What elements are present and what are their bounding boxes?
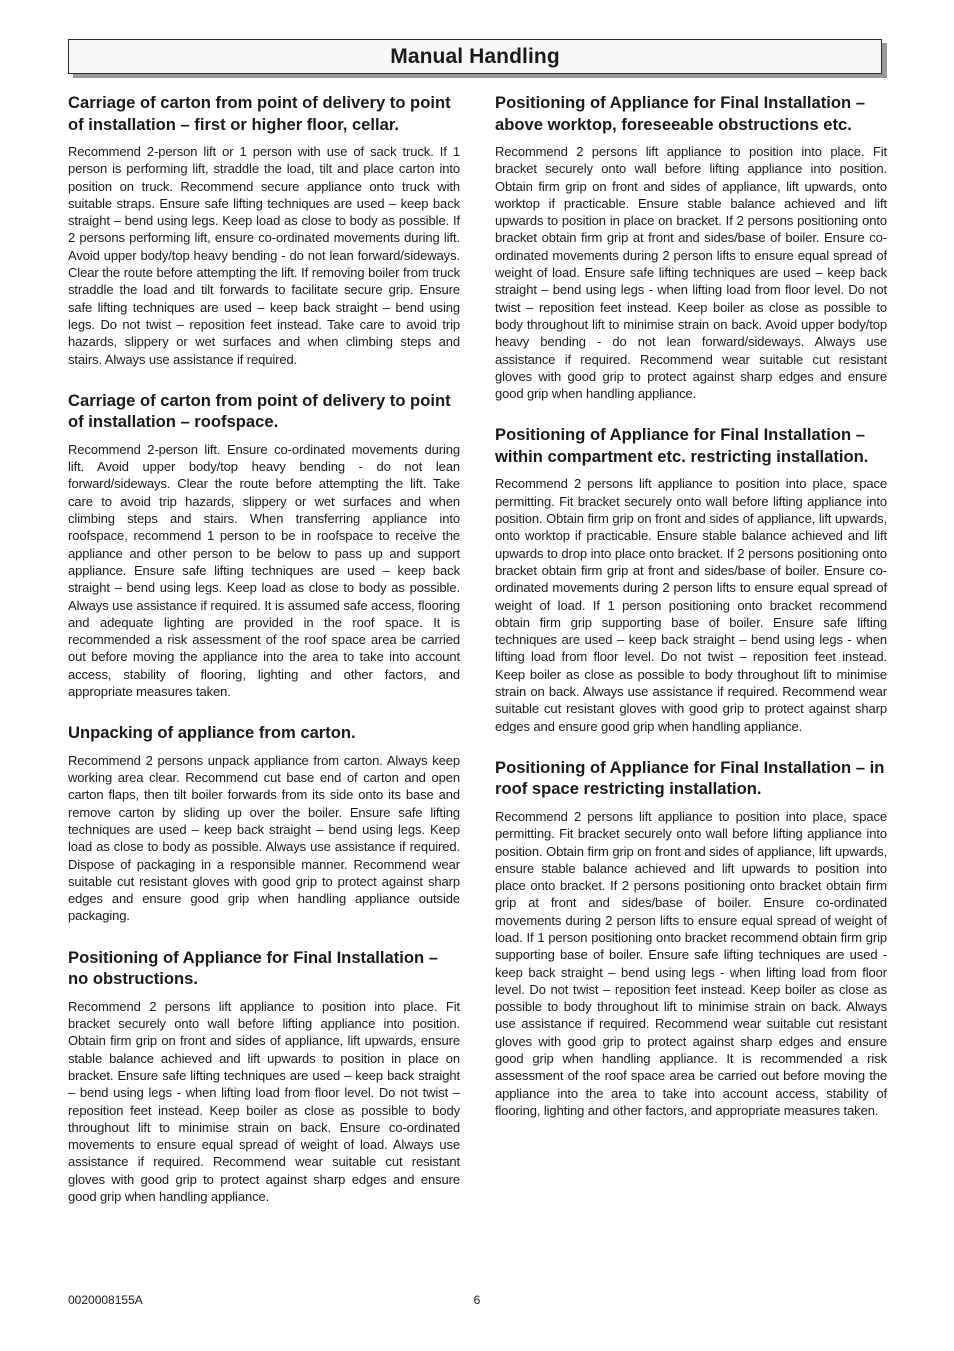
left-column [68,92,460,1227]
section-body: Recommend 2 persons unpack appliance from carton. Always keep working area clear. Recommend cut base end of carton and open carton flaps, then tilt boiler forwards from its side onto its base and remove carton by sliding up over the boiler. Ensure safe lifting techniques are used – keep back straight – bend using legs. Keep load as close to body as possible. Always use assistance if required. Dispose of packaging in a responsible manner. Recommend wear suitable cut resistant gloves with good grip to protect against sharp edges and ensure good grip when handling appliance outside packaging. [68,752,460,924]
section-heading: Positioning of Appliance for Final Installation – above worktop, foreseeable obstructions etc. [495,93,865,134]
section-body: Recommend 2-person lift. Ensure co-ordinated movements during lift. Avoid upper body/top heavy bending - do not lean forward/sideways. Clear the route before attempting the lift. Take care to avoid trip hazards, slippery or wet surfaces and when climbing steps and stairs. When transferring appliance into roofspace, recommend 1 person to be in roofspace to receive the appliance and other person to be below to pass up and support appliance. Ensure safe lifting techniques are used – keep back straight – bend using legs. Keep load as close to body as possible. Always use assistance if required. It is assumed safe access, flooring and adequate lighting are provided in the roof space. It is recommended a risk assessment of the roof space area be carried out before moving the appliance into the area to take into account access, stability of flooring, lighting and other factors, and appropriate measures taken. [68,441,460,700]
page-title: Manual Handling [390,44,560,68]
section-heading: Positioning of Appliance for Final Installation – no obstructions. [68,947,438,989]
section-heading: Positioning of Appliance for Final Installation – in roof space restricting installation. [495,757,885,799]
section-heading: Unpacking of appliance from carton. [68,723,356,743]
section-body: Recommend 2 persons lift appliance to position into place, space permitting. Fit bracket securely onto wall before lifting appliance into position. Obtain firm grip on front and sides of appliance, lift upwards, ensure stable balance achieved and lift upwards to position into place onto bracket. If 2 persons positioning onto bracket obtain firm grip at front and sides/base of boiler. Ensure co-ordinated movements during 2 person lifts to ensure equal spread of weight of load. If 1 person positioning onto bracket recommend obtain firm grip supporting base of boiler. Ensure safe lifting techniques are used - keep back straight – bend using legs - when lifting load from floor level. Do not twist – reposition feet instead. Keep boiler as close as possible to body throughout lift to minimise strain on back. Always use assistance if required. Recommend wear suitable cut resistant gloves with good grip to protect against sharp edges and ensure good grip when handling appliance. It is recommended a risk assessment of the roof space area be carried out before moving the appliance into the area to take into account access, stability of flooring, lighting and other factors, and appropriate measures taken. [495,808,887,1118]
document-code: 0020008155A [68,1293,143,1307]
section-body: Recommend 2 persons lift appliance to position into place. Fit bracket securely onto wall before lifting appliance into position. Obtain firm grip on front and sides of appliance, lift upwards, ensure stable balance achieved and lift upwards to position in place on bracket. Ensure safe lifting techniques are used – keep back straight – bend using legs - when lifting load from floor level. Do not twist – reposition feet instead. Keep boiler as close as possible to body throughout lift to minimise strain on back. Ensure co-ordinated movements to ensure equal spread of weight of load. Always use assistance if required. Recommend wear suitable cut resistant gloves with good grip to protect against sharp edges and ensure good grip when handling appliance. [68,998,460,1205]
page-title-box [68,39,882,74]
section-carriage-first-floor [68,92,460,368]
section-positioning-roof-space [495,757,887,1119]
section-heading: Carriage of carton from point of delivery to point of installation – roofspace. [68,390,451,432]
section-positioning-no-obstructions [68,947,460,1206]
section-positioning-above-worktop [495,92,887,402]
section-heading: Positioning of Appliance for Final Installation – within compartment etc. restricting installation. [495,425,869,466]
section-heading: Carriage of carton from point of delivery to point of installation – first or higher floor, cellar. [68,93,451,134]
section-positioning-compartment [495,424,887,734]
page-number: 6 [473,1293,481,1307]
section-unpacking [68,722,460,924]
section-carriage-roofspace [68,390,460,700]
section-body: Recommend 2 persons lift appliance to position into place. Fit bracket securely onto wall before lifting appliance into position. Obtain firm grip on front and sides of appliance, lift upwards, onto worktop if practicable. Ensure stable balance achieved and lift upwards to position in place on bracket. If 2 persons positioning onto bracket obtain firm grip at front and sides/base of boiler. Ensure co-ordinated movements during 2 person lifts to ensure equal spread of weight of load. Ensure safe lifting techniques are used – keep back straight – bend using legs - when lifting load from floor level. Do not twist – reposition feet instead. Keep boiler as close as possible to body throughout lift to minimise strain on back. Avoid upper body/top heavy bending - do not lean forward/sideways. Always use assistance if required. Recommend wear suitable cut resistant gloves with good grip to protect against sharp edges and ensure good grip when handling appliance. [495,144,887,402]
right-column [495,92,887,1141]
section-body: Recommend 2-person lift or 1 person with use of sack truck. If 1 person is performing lift, straddle the load, tilt and place carton into position on truck. Recommend secure appliance onto truck with suitable straps. Ensure safe lifting techniques are used – keep back straight – bend using legs. Keep load as close to body as possible. If 2 persons performing lift, ensure co-ordinated movements during lift. Avoid upper body/top heavy bending - do not lean forward/sideways. Clear the route before attempting the lift. If removing boiler from truck straddle the load and tilt forwards to facilitate secure grip. Ensure safe lifting techniques are used – keep back straight – bend using legs. Do not twist – reposition feet instead. Take care to avoid trip hazards, slippery or wet surfaces and when climbing steps and stairs. Always use assistance if required. [68,144,460,367]
section-body: Recommend 2 persons lift appliance to position into place, space permitting. Fit bracket securely onto wall before lifting appliance into position. Obtain firm grip on front and sides of appliance, lift upwards, onto worktop if practicable. Ensure stable balance achieved and lift upwards to drop into place onto bracket. If 2 persons positioning onto bracket obtain firm grip at front and sides/base of boiler. Ensure co-ordinated movements during 2 person lifts to ensure equal spread of weight of load. If 1 person positioning onto bracket recommend obtain firm grip supporting base of boiler. Ensure safe lifting techniques are used – keep back straight – bend using legs - when lifting load from floor level. Do not twist – reposition feet instead. Keep boiler as close as possible to body throughout lift to minimise strain on back. Always use assistance if required. Recommend wear suitable cut resistant gloves with good grip to protect against sharp edges and ensure good grip when handling appliance. [495,476,887,734]
